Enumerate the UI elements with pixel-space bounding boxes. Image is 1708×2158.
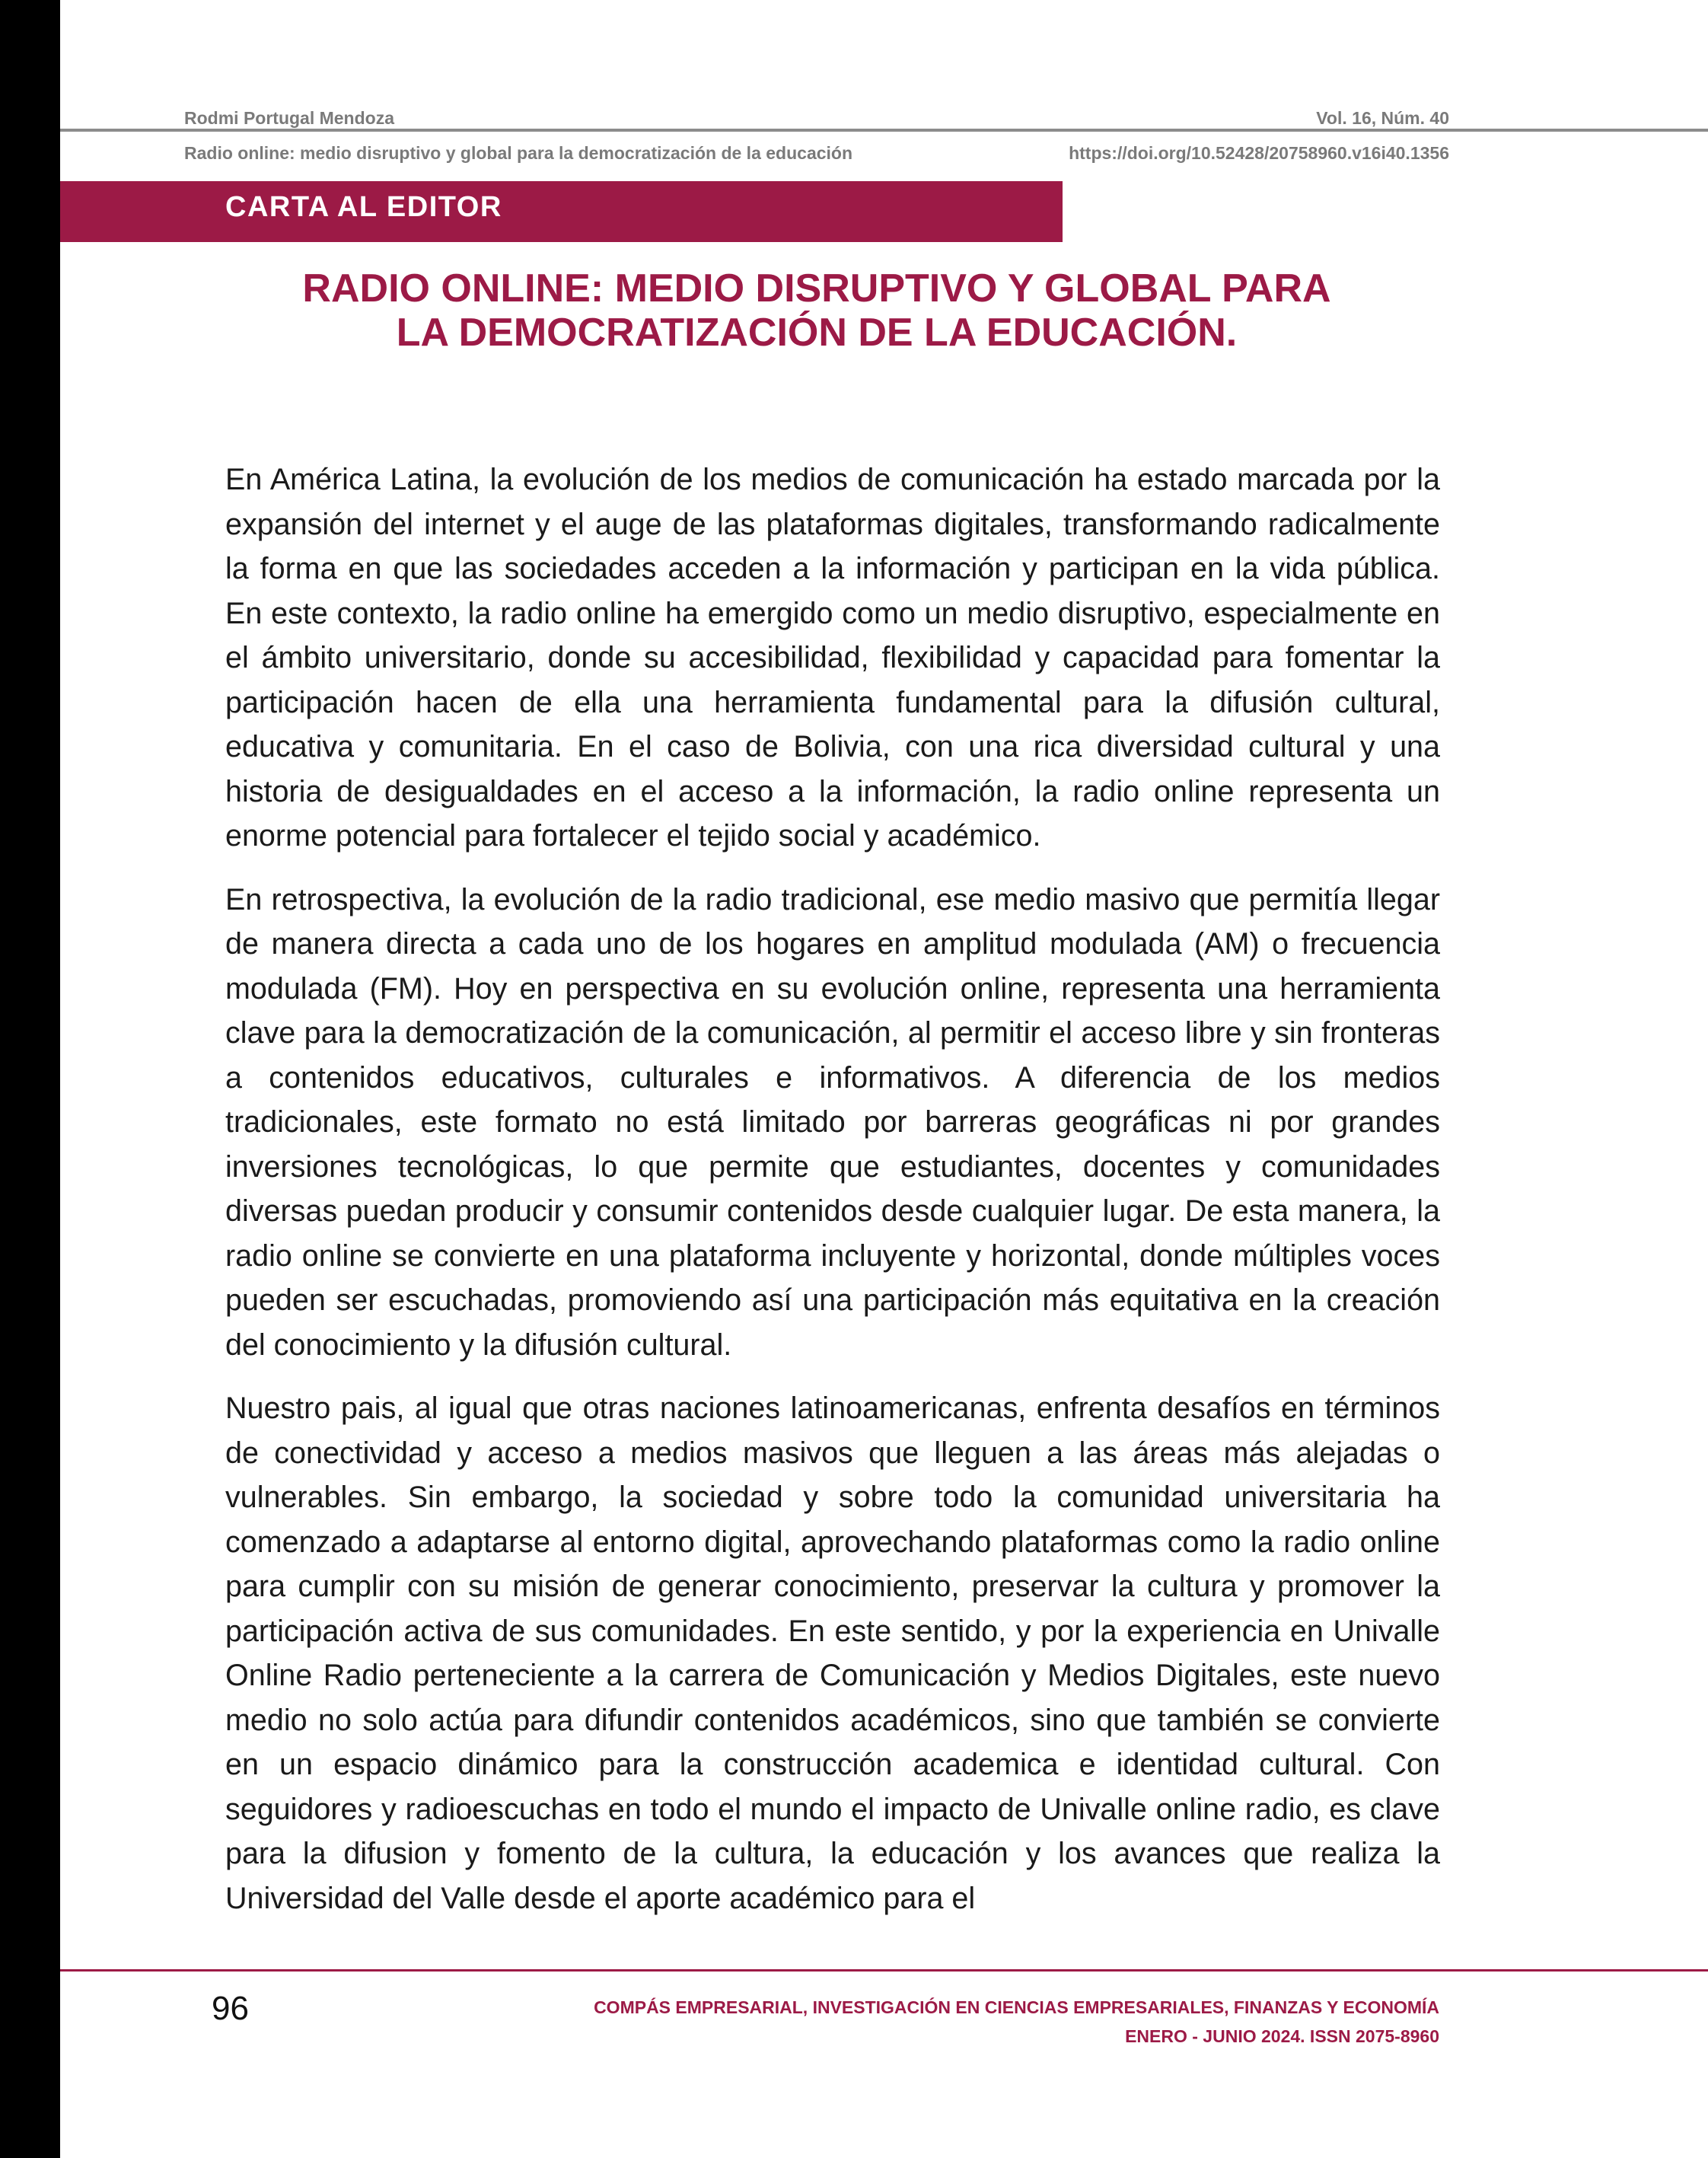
body-paragraph: En retrospectiva, la evolución de la radio tradicional, ese medio masivo que permitía llegar de manera directa a cada uno de los hogares en amplitud modulada (AM) o frecuencia modulada (FM). Hoy en perspectiva en su evolución online, representa una herramienta clave para la democratización de la comunicación, al permitir el acceso libre y sin fronteras a contenidos educativos, culturales e informativos. A diferencia de los medios tradicionales, este formato no está limitado por barreras geográficas ni por grandes inversiones tecnológicas, lo que permite que estudiantes, docentes y comunidades diversas puedan producir y consumir contenidos desde cualquier lugar. De esta manera, la radio online se convierte en una plataforma incluyente y horizontal, donde múltiples voces pueden ser escuchadas, promoviendo así una participación más equitativa en la creación del conocimiento y la difusión cultural.	[225, 882, 1440, 1362]
section-banner	[60, 181, 1063, 242]
article-title	[184, 266, 1449, 355]
body-paragraph: En América Latina, la evolución de los medios de comunicación ha estado marcada por la expansión del internet y el auge de las plataformas digitales, transformando radicalmente la forma en que las sociedades acceden a la información y participan en la vida pública. En este contexto, la radio online ha emergido como un medio disruptivo, especialmente en el ámbito universitario, donde su accesibilidad, flexibilidad y capacidad para fomentar la participación hacen de ella una herramienta fundamental para la difusión cultural, educativa y comunitaria. En el caso de Bolivia, con una rica diversidad cultural y una historia de desigualdades en el acceso a la información, la radio online representa un enorme potencial para fortalecer el tejido social y académico.	[225, 463, 1440, 853]
header-author: Rodmi Portugal Mendoza	[184, 108, 394, 128]
article-body	[225, 457, 1440, 1940]
header-divider	[60, 129, 1708, 132]
article-title-line-1: RADIO ONLINE: MEDIO DISRUPTIVO Y GLOBAL PARA	[302, 266, 1331, 311]
page-number: 96	[212, 1990, 249, 2027]
body-paragraph: Nuestro pais, al igual que otras naciones latinoamericanas, enfrenta desafíos en términos de conectividad y acceso a medios masivos que lleguen a las áreas más alejadas o vulnerables. Sin embargo, la sociedad y sobre todo la comunidad universitaria ha comenzado a adaptarse al entorno digital, aprovechando plataformas como la radio online para cumplir con su misión de generar conocimiento, preservar la cultura y promover la participación activa de sus comunidades. En este sentido, y por la experiencia en Univalle Online Radio perteneciente a la carrera de Comunicación y Medios Digitales, este nuevo medio no solo actúa para difundir contenidos académicos, sino que también se convierte en un espacio dinámico para la construcción academica e identidad cultural. Con seguidores y radioescuchas en todo el mundo el impacto de Univalle online radio, es clave para la difusion y fomento de la cultura, la educación y los avances que realiza la Universidad del Valle desde el aporte académico para el	[225, 1391, 1440, 1915]
footer-divider	[60, 1969, 1708, 1972]
header-running-title: Radio online: medio disruptivo y global para la democratización de la educación	[184, 143, 853, 163]
footer-journal-issue: ENERO - JUNIO 2024. ISSN 2075-8960	[1125, 2026, 1439, 2046]
header-volume: Vol. 16, Núm. 40	[1316, 108, 1449, 128]
footer-journal-name: COMPÁS EMPRESARIAL, INVESTIGACIÓN EN CIENCIAS EMPRESARIALES, FINANZAS Y ECONOMÍA	[594, 1997, 1439, 2017]
article-title-line-2: LA DEMOCRATIZACIÓN DE LA EDUCACIÓN.	[396, 311, 1238, 355]
section-label: CARTA AL EDITOR	[225, 191, 502, 223]
header-doi-link[interactable]: https://doi.org/10.52428/20758960.v16i40.1356	[1069, 143, 1449, 163]
left-margin-bar	[0, 0, 60, 2158]
